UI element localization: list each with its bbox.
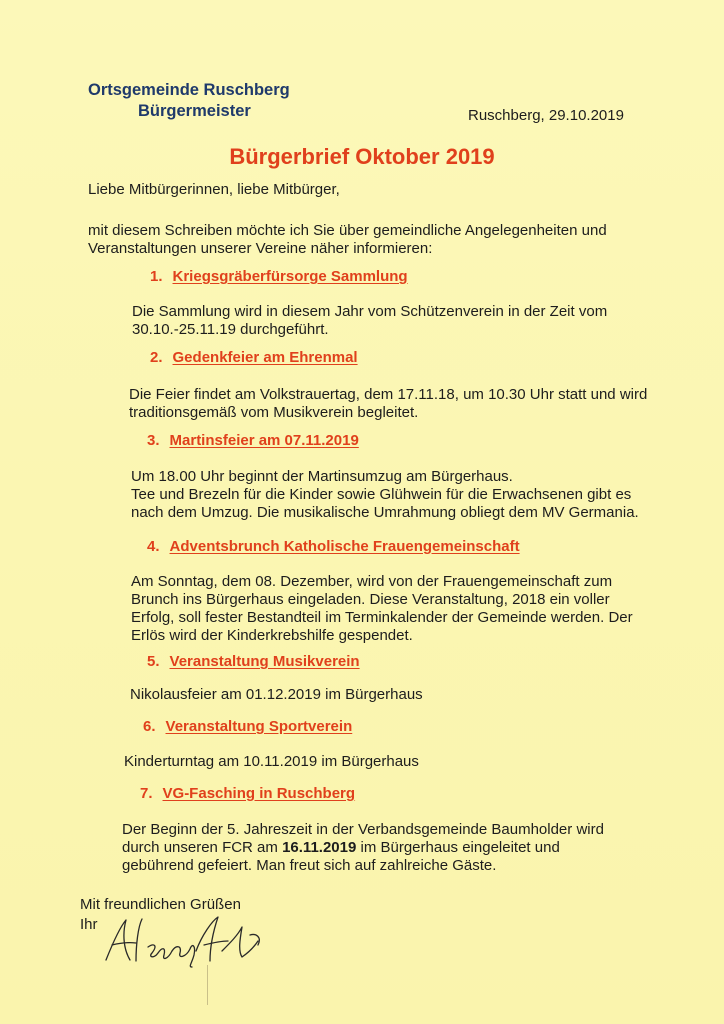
closing-greeting: Mit freundlichen Grüßen Ihr [80,896,241,933]
section-body-4: Am Sonntag, dem 08. Dezember, wird von der Frauengemeinschaft zum Brunch ins Bürgerhaus eingeladen. Diese Veranstaltung, 2018 ein voller Erfolg, soll fester Bestandteil im Terminkalender der Gemeinde werden. Der Erlös wird der Kinderkrebshilfe gespendet. [131,573,633,644]
section-heading-3 [147,432,359,449]
section-heading-4 [147,538,520,555]
section-body-3: Um 18.00 Uhr beginnt der Martinsumzug am Bürgerhaus. Tee und Brezeln für die Kinder sowie Glühwein für die Erwachsenen gibt es nach dem Umzug. Die musikalische Umrahmung obliegt dem MV Germania. [131,468,639,521]
section-heading-1 [150,268,408,285]
section-heading-5 [147,653,360,670]
section-title: Veranstaltung Musikverein [169,653,360,670]
section-body-5: Nikolausfeier am 01.12.2019 im Bürgerhaus [130,686,423,703]
section-heading-7 [140,785,355,802]
place-date: Ruschberg, 29.10.2019 [468,107,624,124]
section-title: Gedenkfeier am Ehrenmal [172,349,358,366]
sender-municipality: Ortsgemeinde Ruschberg [88,81,290,99]
margin-mark [207,965,208,1005]
section-number: 2. [150,349,163,366]
sender-block [88,80,290,122]
section-body-1: Die Sammlung wird in diesem Jahr vom Schützenverein in der Zeit vom 30.10.-25.11.19 durchgeführt. [132,303,608,338]
letter-title: Bürgerbrief Oktober 2019 [229,144,495,169]
section-title: Kriegsgräberfürsorge Sammlung [172,268,408,285]
greeting: Liebe Mitbürgerinnen, liebe Mitbürger, [88,181,340,198]
section-body-7-part1: Der Beginn der 5. Jahreszeit in der Verbandsgemeinde Baumholder wird durch unseren FCR am [122,821,604,856]
intro-paragraph: mit diesem Schreiben möchte ich Sie über gemeindliche Angelegenheiten und Veranstaltungen unserer Vereine näher informieren: [88,222,607,257]
section-heading-2 [150,349,358,366]
section-heading-6 [143,718,352,735]
section-number: 4. [147,538,160,555]
section-number: 1. [150,268,163,285]
section-number: 5. [147,653,160,670]
section-title: Adventsbrunch Katholische Frauengemeinschaft [169,538,520,555]
section-title: Veranstaltung Sportverein [165,718,353,735]
section-body-7 [122,821,604,875]
section-body-2: Die Feier findet am Volkstrauertag, dem 17.11.18, um 10.30 Uhr statt und wird traditionsgemäß vom Musikverein begleitet. [129,386,648,421]
section-number: 3. [147,432,160,449]
section-title: Martinsfeier am 07.11.2019 [169,432,359,449]
section-number: 7. [140,785,153,802]
section-title: VG-Fasching in Ruschberg [162,785,356,802]
sender-title: Bürgermeister [138,102,251,120]
event-date-bold: 16.11.2019 [282,839,357,856]
handwritten-signature [92,905,272,980]
section-body-7-part2: im Bürgerhaus eingeleitet und gebührend gefeiert. Man freut sich auf zahlreiche Gäste. [122,839,560,874]
section-body-6: Kinderturntag am 10.11.2019 im Bürgerhaus [124,753,419,770]
section-number: 6. [143,718,156,735]
